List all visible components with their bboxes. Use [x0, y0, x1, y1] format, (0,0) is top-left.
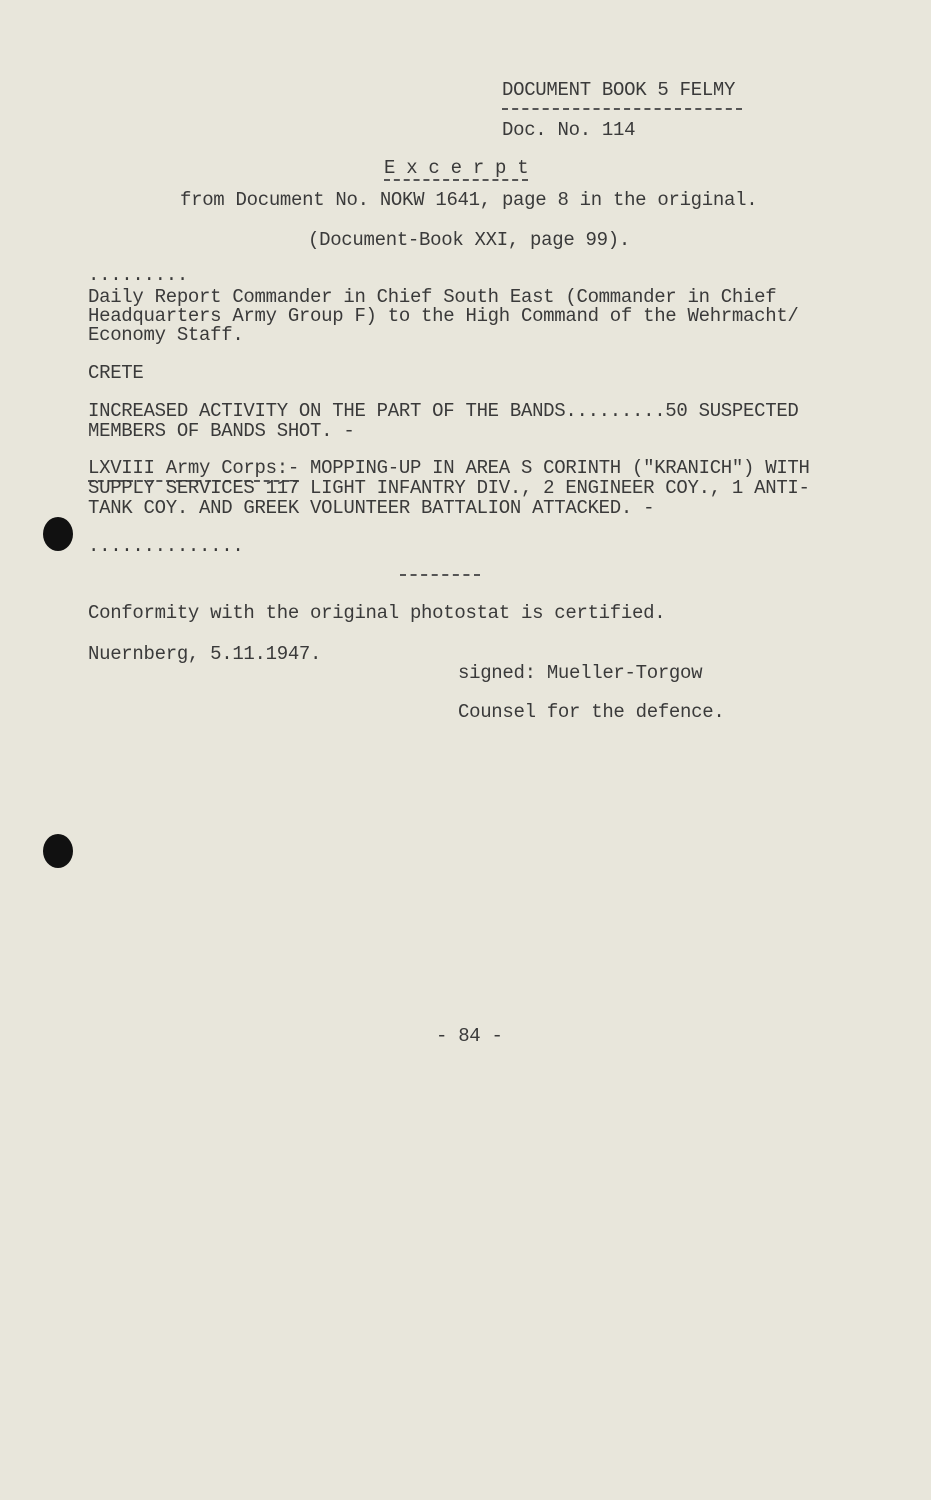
signature: signed: Mueller-Torgow [458, 662, 703, 684]
paragraph-2-line-2: SUPPLY SERVICES 117 LIGHT INFANTRY DIV., 2 ENGINEER COY., 1 ANTI- [88, 477, 810, 499]
book-reference: (Document-Book XXI, page 99). [308, 229, 630, 251]
document-number: Doc. No. 114 [502, 119, 636, 141]
intro-line-1: Daily Report Commander in Chief South East (Commander in Chief [88, 286, 777, 308]
ellipsis-top: ......... [88, 264, 188, 286]
intro-line-2: Headquarters Army Group F) to the High Command of the Wehrmacht/ [88, 305, 799, 327]
paragraph-2-line-3: TANK COY. AND GREEK VOLUNTEER BATTALION ATTACKED. - [88, 497, 655, 519]
document-book-label: DOCUMENT BOOK 5 FELMY [502, 79, 736, 101]
signer-role: Counsel for the defence. [458, 701, 725, 723]
region-heading: CRETE [88, 362, 144, 384]
paragraph-2-line-1 [88, 458, 810, 478]
divider [400, 574, 480, 576]
excerpt-title: E x c e r p t [384, 157, 529, 179]
ellipsis-bottom: .............. [88, 535, 244, 557]
place-date: Nuernberg, 5.11.1947. [88, 643, 322, 665]
page-number: - 84 - [436, 1025, 503, 1047]
certification: Conformity with the original photostat is certified. [88, 602, 666, 624]
paragraph-1-line-1: INCREASED ACTIVITY ON THE PART OF THE BANDS.........50 SUSPECTED [88, 400, 799, 422]
divider [502, 108, 742, 110]
intro-line-3: Economy Staff. [88, 324, 244, 346]
punch-hole [43, 834, 73, 868]
paragraph-2-text: MOPPING-UP IN AREA S CORINTH ("KRANICH") WITH [298, 457, 810, 479]
paragraph-1-line-2: MEMBERS OF BANDS SHOT. - [88, 420, 355, 442]
punch-hole [43, 517, 73, 551]
corps-label: LXVIII Army Corps:- [88, 457, 299, 482]
source-reference: from Document No. NOKW 1641, page 8 in the original. [180, 189, 758, 211]
